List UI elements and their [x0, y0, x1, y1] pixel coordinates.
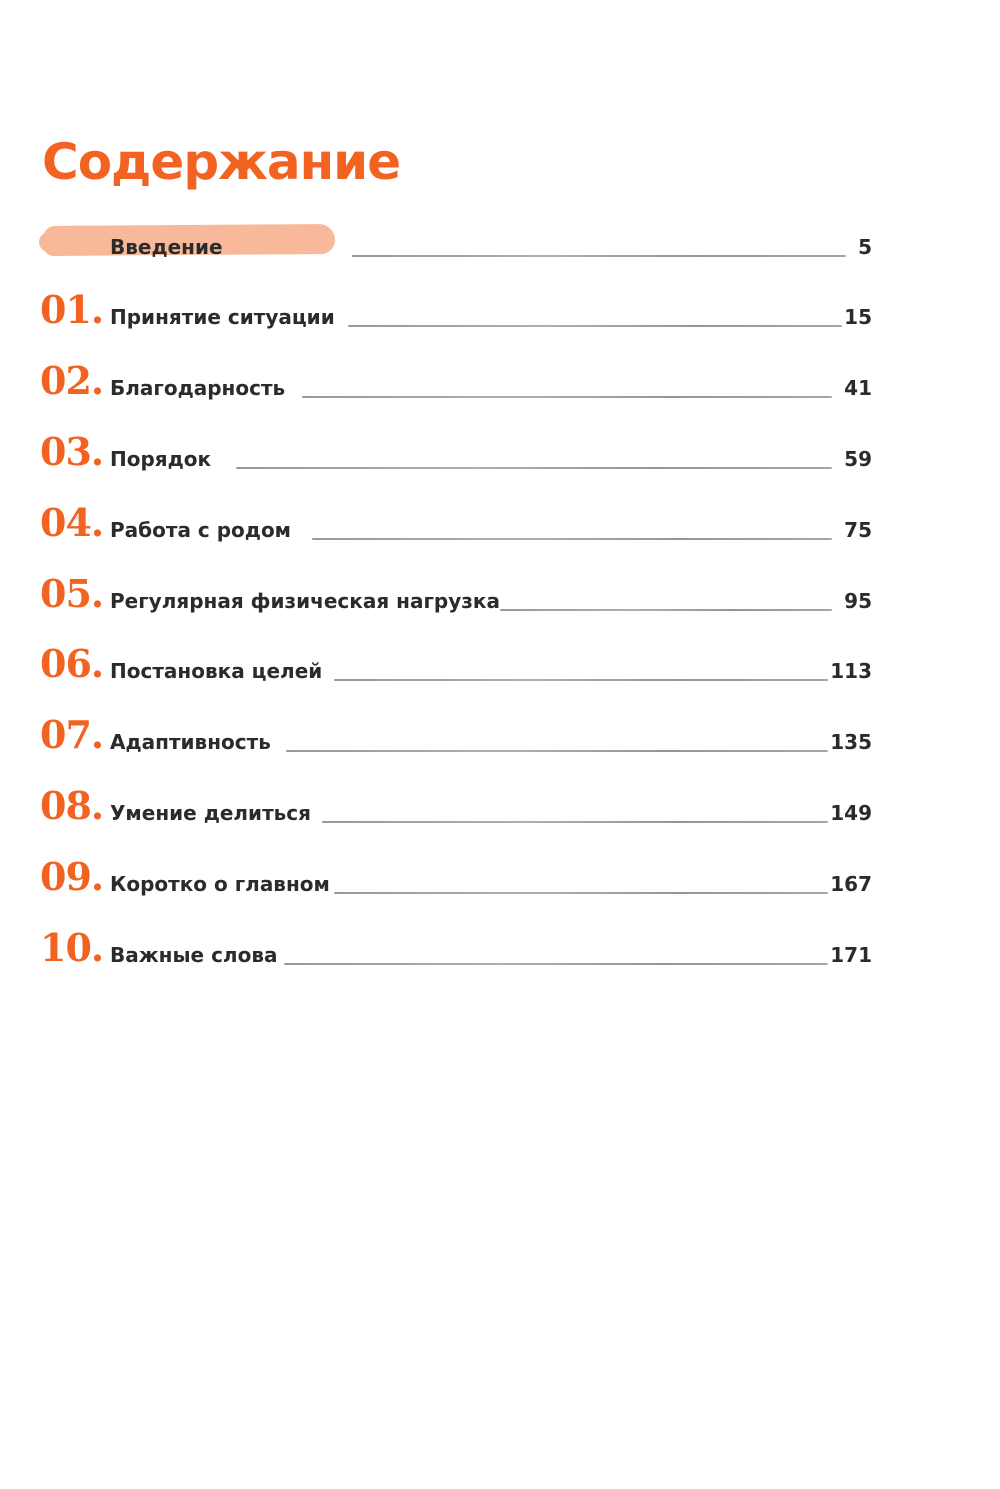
chapter-number: 08. [40, 783, 104, 828]
chapter-title: Важные слова [110, 943, 278, 967]
toc-entry[interactable] [40, 500, 872, 553]
toc-entry[interactable] [40, 783, 872, 836]
dotted-leader [322, 821, 828, 823]
chapter-number: 07. [40, 712, 104, 757]
dotted-leader [286, 750, 828, 752]
page-number: 149 [830, 801, 872, 825]
dotted-leader [302, 396, 832, 398]
page-number: 113 [830, 659, 872, 683]
toc-entry[interactable] [40, 429, 872, 482]
toc-entry[interactable] [40, 712, 872, 765]
page-number: 59 [844, 447, 872, 471]
page-number: 75 [844, 518, 872, 542]
page-number: 167 [830, 872, 872, 896]
chapter-title: Порядок [110, 447, 212, 471]
toc-entry[interactable] [40, 287, 872, 340]
toc-entry[interactable] [40, 854, 872, 907]
toc-entry[interactable] [40, 925, 872, 978]
page-number: 171 [830, 943, 872, 967]
dotted-leader [352, 255, 846, 257]
page-number: 41 [844, 376, 872, 400]
chapter-title: Принятие ситуации [110, 305, 335, 329]
page-title: Содержание [42, 133, 401, 191]
page-number: 15 [844, 305, 872, 329]
page-number: 135 [830, 730, 872, 754]
toc-entry[interactable] [40, 641, 872, 694]
toc-entry[interactable] [40, 571, 872, 624]
chapter-title: Работа с родом [110, 518, 292, 542]
chapter-title: Постановка целей [110, 659, 323, 683]
chapter-title: Коротко о главном [110, 872, 330, 896]
dotted-leader [312, 538, 832, 540]
chapter-number: 09. [40, 854, 104, 899]
chapter-number: 05. [40, 571, 104, 616]
page-number: 95 [844, 589, 872, 613]
dotted-leader [334, 679, 828, 681]
toc-entry-intro[interactable] [40, 220, 872, 270]
chapter-title: Регулярная физическая нагрузка [110, 589, 500, 613]
chapter-title: Умение делиться [110, 801, 312, 825]
dotted-leader [284, 963, 828, 965]
chapter-number: 06. [40, 641, 104, 686]
chapter-title: Введение [110, 235, 223, 259]
chapter-title: Адаптивность [110, 730, 271, 754]
chapter-number: 10. [40, 925, 104, 970]
page-number: 5 [858, 235, 872, 259]
chapter-title: Благодарность [110, 376, 286, 400]
dotted-leader [348, 325, 842, 327]
dotted-leader [236, 467, 832, 469]
dotted-leader [334, 892, 828, 894]
dotted-leader [500, 609, 832, 611]
chapter-number: 04. [40, 500, 104, 545]
chapter-number: 03. [40, 429, 104, 474]
chapter-number: 01. [40, 287, 104, 332]
chapter-number: 02. [40, 358, 104, 403]
toc-entry[interactable] [40, 358, 872, 411]
